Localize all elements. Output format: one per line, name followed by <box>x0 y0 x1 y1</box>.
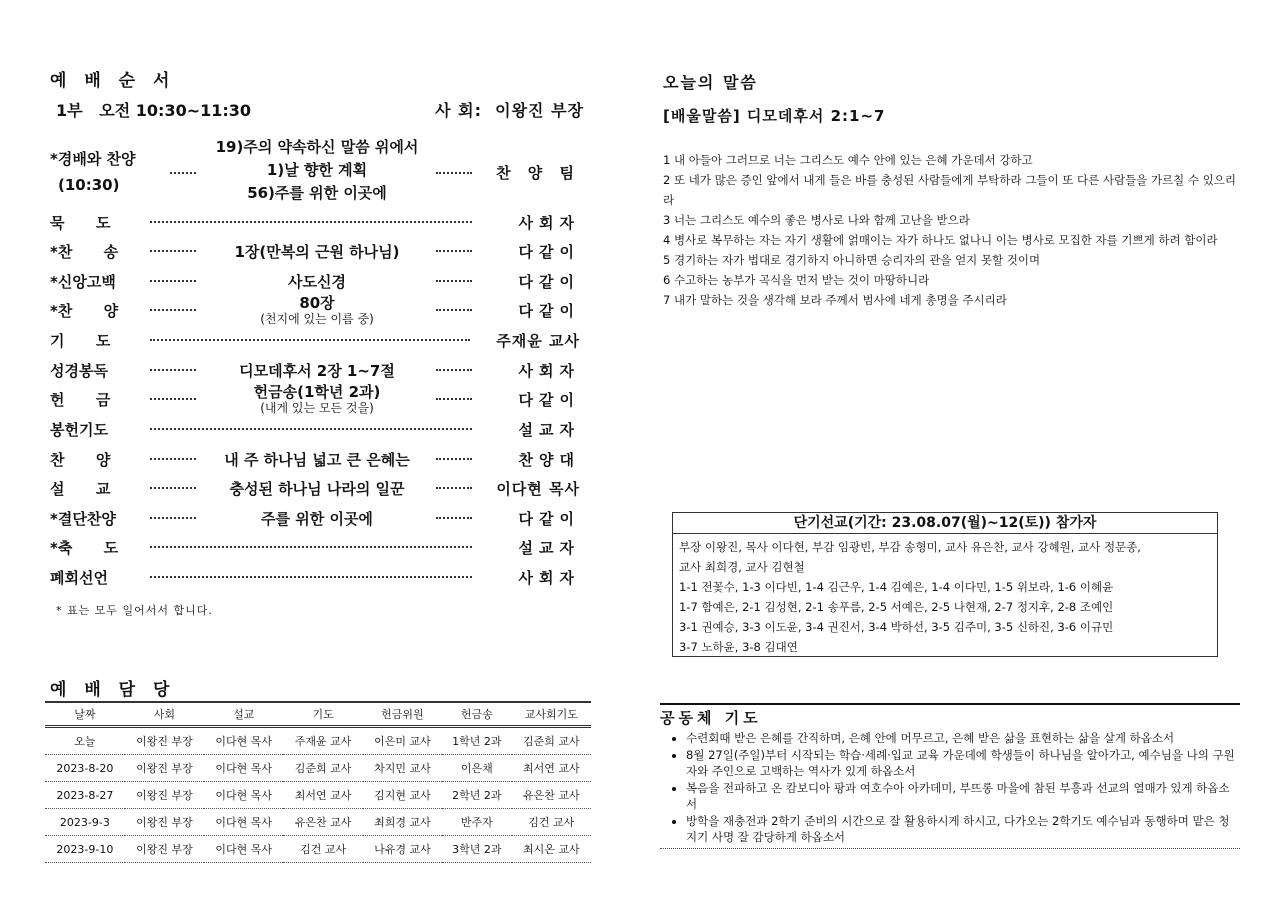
order-row-main: 사도신경 <box>288 273 346 291</box>
leader-dots <box>150 221 472 223</box>
leader-dots <box>436 517 472 519</box>
mission-participants <box>673 534 1217 660</box>
duty-row <box>45 809 591 836</box>
order-row <box>50 563 580 591</box>
order-row-who: 다같이 <box>518 302 580 320</box>
duty-cell: 오늘 <box>45 727 125 755</box>
order-row-main: 내 주 하나님 넓고 큰 은혜는 <box>224 451 410 469</box>
leader-dots <box>436 369 472 371</box>
duty-cell: 이왕진 부장 <box>125 755 204 782</box>
duty-header-row <box>45 702 591 727</box>
duty-cell: 이왕진 부장 <box>125 727 204 755</box>
order-title: 예 배 순 서 <box>50 71 176 91</box>
order-row-content <box>200 508 434 529</box>
duty-header-cell: 날짜 <box>45 702 125 727</box>
order-row-label: 기 도 <box>50 332 111 350</box>
duty-cell: 차지민 교사 <box>363 755 442 782</box>
duty-header-cell: 헌금송 <box>442 702 512 727</box>
verse: 5 경기하는 자가 법대로 경기하지 아니하면 승리자의 관을 얻지 못할 것이며 <box>663 253 1041 267</box>
order-row-label: *신앙고백 <box>50 273 116 291</box>
order-row-label: *결단찬양 <box>50 510 116 528</box>
duty-cell: 1학년 2과 <box>442 727 512 755</box>
leader-dots <box>150 517 196 519</box>
praise-dots-right <box>436 172 472 174</box>
leader-dots <box>150 398 196 400</box>
mission-box <box>672 512 1218 657</box>
duty-cell: 이은미 교사 <box>363 727 442 755</box>
participant-line: 부장 이왕진, 목사 이다현, 부감 임광빈, 부감 송형미, 교사 유은찬, 교사 강혜원, 교사 정문종, <box>679 540 1141 554</box>
praise-song: 19)주의 약속하신 말씀 위에서 <box>215 138 419 156</box>
leader-dots <box>150 458 196 460</box>
leader-dots <box>436 309 472 311</box>
prayer-section <box>660 703 1240 849</box>
order-row-who: 다같이 <box>518 391 580 409</box>
prayer-item: • 8월 27일(주일)부터 시작되는 학습·세례·입교 교육 가운데에 학생들이 하나님을 알아가고, 예수님을 나의 구원자와 주인으로 고백하는 역사가 있게 하옵소서 <box>686 747 1240 780</box>
praise-dots-left <box>170 172 196 174</box>
order-row-who: 다같이 <box>518 510 580 528</box>
order-row-who: 다같이 <box>518 273 580 291</box>
leader-dots <box>436 398 472 400</box>
leader-dots <box>436 458 472 460</box>
verse: 3 너는 그리스도 예수의 좋은 병사로 나와 함께 고난을 받으라 <box>663 213 970 227</box>
word-title: 오늘의 말씀 <box>663 73 758 92</box>
duty-body <box>45 727 591 863</box>
order-row <box>50 296 580 324</box>
order-row <box>50 267 580 295</box>
verse: 2 또 네가 많은 증인 앞에서 내게 들은 바를 충성된 사람들에게 부탁하라 그들이 또 다른 사람들을 가르칠 수 있으리라 <box>663 173 1237 207</box>
order-row-content <box>200 241 434 262</box>
participant-line: 3-1 권예승, 3-3 이도윤, 3-4 권진서, 3-4 박하선, 3-5 김주미, 3-5 신하진, 3-6 이규민 <box>679 620 1114 634</box>
duty-cell: 2023-9-3 <box>45 809 125 836</box>
duty-row <box>45 755 591 782</box>
service-leader: 사 회: 이왕진 부장 <box>435 101 584 120</box>
order-row-main: 주를 위한 이곳에 <box>261 510 373 528</box>
duty-cell: 최서연 교사 <box>283 782 362 809</box>
order-row <box>50 237 580 265</box>
praise-label: *경배와 찬양 <box>50 150 136 168</box>
praise-songs <box>200 136 434 205</box>
duty-cell: 반주자 <box>442 809 512 836</box>
duty-cell: 2학년 2과 <box>442 782 512 809</box>
duty-cell: 김건 교사 <box>283 836 362 863</box>
participant-line: 1-1 전꽃수, 1-3 이다빈, 1-4 김근우, 1-4 김예은, 1-4 이다민, 1-5 위보라, 1-6 이혜윤 <box>679 580 1114 594</box>
order-row-label: 헌 금 <box>50 391 111 409</box>
leader-dots <box>150 369 196 371</box>
duty-cell: 이은채 <box>442 755 512 782</box>
duty-cell: 이다현 목사 <box>204 755 283 782</box>
duty-cell: 나유경 교사 <box>363 836 442 863</box>
duty-cell: 유은찬 교사 <box>512 782 591 809</box>
order-row-main: 80장 <box>299 294 335 312</box>
leader-dots <box>150 339 470 341</box>
duty-cell: 이다현 목사 <box>204 809 283 836</box>
order-row-sub: (천지에 있는 이름 중) <box>260 312 374 326</box>
order-row-who: 사회자 <box>518 362 580 380</box>
duty-cell: 이다현 목사 <box>204 782 283 809</box>
duty-cell: 김지현 교사 <box>363 782 442 809</box>
duty-cell: 3학년 2과 <box>442 836 512 863</box>
order-row-label: 묵 도 <box>50 214 111 232</box>
order-row <box>50 385 580 413</box>
duty-cell: 주재윤 교사 <box>283 727 362 755</box>
leader-dots <box>150 250 196 252</box>
order-row-main: 헌금송(1학년 2과) <box>253 383 381 401</box>
leader-dots <box>150 428 472 430</box>
order-row-label: 설 교 <box>50 480 111 498</box>
duty-cell: 이다현 목사 <box>204 727 283 755</box>
order-row-label: *찬 양 <box>50 302 119 320</box>
duty-cell: 이왕진 부장 <box>125 809 204 836</box>
duty-cell: 이다현 목사 <box>204 836 283 863</box>
participant-line: 3-7 노하윤, 3-8 김대연 <box>679 640 798 654</box>
mission-title: 단기선교(기간: 23.08.07(월)~12(토)) 참가자 <box>673 513 1217 534</box>
order-row <box>50 415 580 443</box>
duty-cell: 이왕진 부장 <box>125 782 204 809</box>
duty-header-cell: 설교 <box>204 702 283 727</box>
order-row-label: 성경봉독 <box>50 362 108 380</box>
order-row-sub: (내게 있는 모든 것을) <box>260 401 374 415</box>
verse: 1 내 아들아 그러므로 너는 그리스도 예수 안에 있는 은혜 가운데서 강하고 <box>663 153 1033 167</box>
duty-row <box>45 727 591 755</box>
order-row <box>50 326 580 354</box>
duty-cell: 최희경 교사 <box>363 809 442 836</box>
verse: 4 병사로 복무하는 자는 자기 생활에 얽매이는 자가 하나도 없나니 이는 병사로 모집한 자를 기쁘게 하려 함이라 <box>663 233 1218 247</box>
order-row <box>50 208 580 236</box>
order-row-label: 폐회선언 <box>50 569 108 587</box>
duty-cell: 김건 교사 <box>512 809 591 836</box>
leader-dots <box>436 487 472 489</box>
duty-cell: 2023-8-20 <box>45 755 125 782</box>
order-row-content <box>200 449 434 470</box>
service-time: 1부 오전 10:30~11:30 <box>56 101 252 120</box>
order-row-who: 다같이 <box>518 243 580 261</box>
order-row-content <box>200 478 434 499</box>
leader-dots <box>150 280 196 282</box>
leader-dots <box>150 309 196 311</box>
participant-line: 교사 최희경, 교사 김현철 <box>679 560 805 574</box>
order-row <box>50 474 580 502</box>
order-row-main: 1장(만복의 근원 하나님) <box>234 243 400 261</box>
prayer-item: • 복음을 전파하고 온 캄보디아 팡과 여호수아 아카데미, 부뜨롱 마을에 참된 부흥과 선교의 열매가 있게 하옵소서 <box>686 780 1240 813</box>
order-note: * 표는 모두 일어서서 합니다. <box>56 604 213 617</box>
duty-cell: 김준희 교사 <box>512 727 591 755</box>
duty-row <box>45 782 591 809</box>
duty-title: 예 배 담 당 <box>50 680 176 700</box>
leader-dots <box>150 576 472 578</box>
leader-dots <box>436 250 472 252</box>
duty-table <box>45 701 591 863</box>
word-section <box>663 70 1243 310</box>
order-row <box>50 504 580 532</box>
leader-dots <box>150 487 196 489</box>
duty-cell: 김준희 교사 <box>283 755 362 782</box>
duty-cell: 2023-8-27 <box>45 782 125 809</box>
verse: 6 수고하는 농부가 곡식을 먼저 받는 것이 마땅하니라 <box>663 273 930 287</box>
order-row-content <box>200 381 434 414</box>
duty-header-cell: 사회 <box>125 702 204 727</box>
order-row-main: 충성된 하나님 나라의 일꾼 <box>229 480 405 498</box>
order-row-who: 사회자 <box>518 214 580 232</box>
duty-header-cell: 기도 <box>283 702 362 727</box>
order-row <box>50 533 580 561</box>
word-reference: [배울말씀] 디모데후서 2:1~7 <box>663 107 886 125</box>
order-row-content <box>200 360 434 381</box>
order-row <box>50 356 580 384</box>
leader-dots <box>436 280 472 282</box>
prayer-list <box>660 730 1240 849</box>
order-row-who: 주재윤 교사 <box>496 332 580 350</box>
order-row-main: 디모데후서 2장 1~7절 <box>239 362 395 380</box>
verse: 7 내가 말하는 것을 생각해 보라 주께서 범사에 네게 총명을 주시리라 <box>663 293 1007 307</box>
participant-line: 1-7 함예은, 2-1 김성현, 2-1 송푸름, 2-5 서예은, 2-5 나현재, 2-7 정지후, 2-8 조예인 <box>679 600 1114 614</box>
order-row <box>50 445 580 473</box>
duty-cell: 이왕진 부장 <box>125 836 204 863</box>
duty-header-cell: 헌금위원 <box>363 702 442 727</box>
order-row-who: 사회자 <box>518 569 580 587</box>
order-row-label: 봉헌기도 <box>50 421 108 439</box>
prayer-title: 공동체 기도 <box>660 703 1240 728</box>
order-row-who: 설교자 <box>518 539 580 557</box>
order-row-label: *찬 송 <box>50 243 119 261</box>
praise-time: (10:30) <box>58 176 120 194</box>
duty-cell: 2023-9-10 <box>45 836 125 863</box>
duty-header-cell: 교사회기도 <box>512 702 591 727</box>
praise-block <box>50 136 580 206</box>
order-row-who: 설교자 <box>518 421 580 439</box>
order-row-who: 이다현 목사 <box>496 480 580 498</box>
order-row-content <box>200 292 434 325</box>
praise-song: 1)날 향한 계획 <box>266 161 368 179</box>
order-row-label: *축 도 <box>50 539 119 557</box>
duty-row <box>45 836 591 863</box>
praise-who: 찬 양 팀 <box>496 164 580 182</box>
order-row-content <box>200 271 434 292</box>
prayer-item: • 방학을 재충전과 2학기 준비의 시간으로 잘 활용하시게 하시고, 다가오는 2학기도 예수님과 동행하며 맡은 청지기 사명 잘 감당하게 하옵소서 <box>686 813 1240 846</box>
order-row-label: 찬 양 <box>50 451 111 469</box>
leader-dots <box>150 546 472 548</box>
verse-list <box>663 150 1243 310</box>
duty-cell: 유은찬 교사 <box>283 809 362 836</box>
duty-cell: 최서연 교사 <box>512 755 591 782</box>
prayer-item: • 수련회때 받은 은혜를 간직하며, 은혜 안에 머무르고, 은혜 받은 삶을 표현하는 삶을 살게 하옵소서 <box>686 730 1240 747</box>
order-row-who: 찬양대 <box>518 451 580 469</box>
duty-cell: 최시온 교사 <box>512 836 591 863</box>
praise-song: 56)주를 위한 이곳에 <box>247 184 387 202</box>
